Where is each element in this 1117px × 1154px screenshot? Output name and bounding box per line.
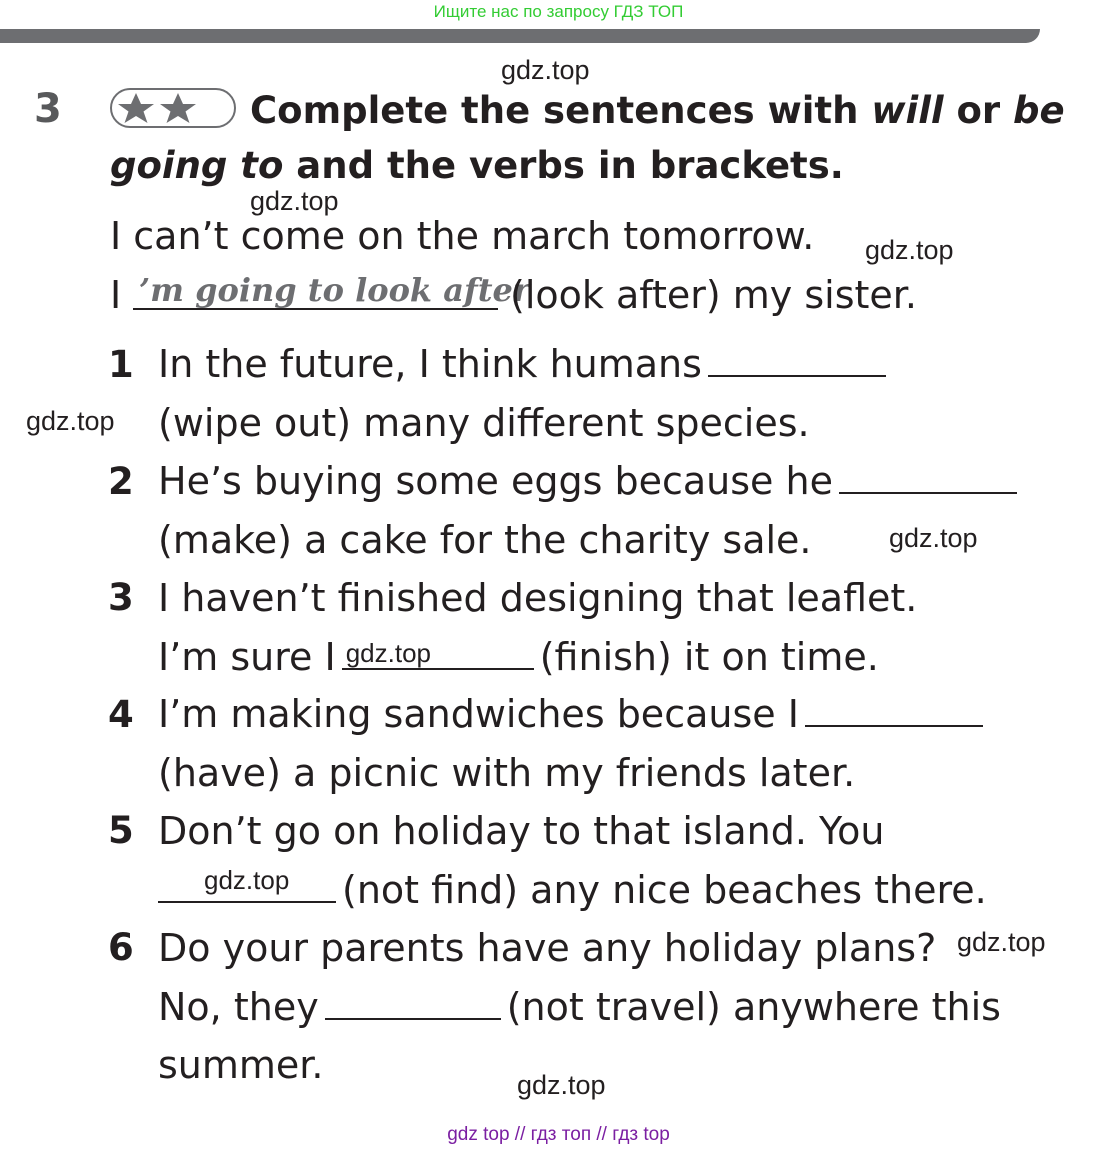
item-6-line-1: Do your parents have any holiday plans? <box>158 926 937 970</box>
item-6-line-2: No, they (not travel) anywhere this <box>158 985 1001 1029</box>
instruction-will: will <box>871 89 944 132</box>
item-number-4: 4 <box>108 693 134 736</box>
example-suffix: (look after) my sister. <box>510 273 917 317</box>
watermark: gdz.top <box>26 406 115 436</box>
item-1-line-2: (wipe out) many different species. <box>158 401 810 445</box>
item-1-line-1: In the future, I think humans <box>158 345 892 383</box>
answer-blank-1[interactable] <box>708 345 886 377</box>
item-4-line-2: (have) a picnic with my friends later. <box>158 751 856 795</box>
watermark: gdz.top <box>250 186 339 216</box>
instruction-line-2 <box>110 144 844 187</box>
instruction-going-to: going to <box>110 144 284 187</box>
answer-blank-4[interactable] <box>805 695 983 727</box>
item-3-line-1: I haven’t finished designing that leaflet. <box>158 576 918 620</box>
item-number-2: 2 <box>108 460 134 503</box>
item-2-line-2: (make) a cake for the charity sale. <box>158 518 812 562</box>
item-number-5: 5 <box>108 809 134 852</box>
difficulty-badge <box>110 88 236 128</box>
instruction-text-2: and the verbs in brackets. <box>283 144 844 187</box>
example-line-1: I can’t come on the march tomorrow. <box>110 214 815 258</box>
watermark: gdz.top <box>204 865 290 895</box>
item-2-line-1: He’s buying some eggs because he <box>158 462 1023 500</box>
answer-blank-3[interactable] <box>342 638 534 670</box>
instruction-text: Complete the sentences with <box>250 89 872 132</box>
item-number-6: 6 <box>108 926 134 969</box>
answer-blank-6[interactable] <box>325 988 501 1020</box>
two-stars-icon <box>116 92 202 124</box>
example-answer: ’m going to look after <box>133 270 498 310</box>
exercise-number: 3 <box>34 86 62 132</box>
watermark: gdz.top <box>517 1070 606 1100</box>
item-5-line-2: gdz.top (not find) any nice beaches there. <box>152 871 987 909</box>
instruction-or: or <box>943 89 1014 132</box>
footer-links[interactable]: gdz top // гдз топ // гдз top <box>447 1124 670 1145</box>
watermark: gdz.top <box>501 55 590 85</box>
watermark: gdz.top <box>865 235 954 265</box>
answer-blank-2[interactable] <box>839 462 1017 494</box>
header-bar <box>0 29 1040 43</box>
item-number-1: 1 <box>108 343 134 386</box>
answer-blank-5[interactable] <box>158 865 336 903</box>
example-prefix: I <box>110 273 122 317</box>
item-6-line-3: summer. <box>158 1043 324 1087</box>
item-5-line-1: Don’t go on holiday to that island. You <box>158 809 885 853</box>
item-3-line-2: I’m sure I gdz.top (finish) it on time. <box>158 635 879 679</box>
watermark: gdz.top <box>345 638 432 668</box>
item-number-3: 3 <box>108 576 134 619</box>
watermark: gdz.top <box>957 927 1046 957</box>
instruction-line-1 <box>250 89 1065 132</box>
instruction-be: be <box>1013 89 1065 132</box>
watermark: gdz.top <box>889 523 978 553</box>
item-4-line-1: I’m making sandwiches because I <box>158 695 989 733</box>
top-banner[interactable]: Ищите нас по запросу ГДЗ ТОП <box>433 2 684 21</box>
